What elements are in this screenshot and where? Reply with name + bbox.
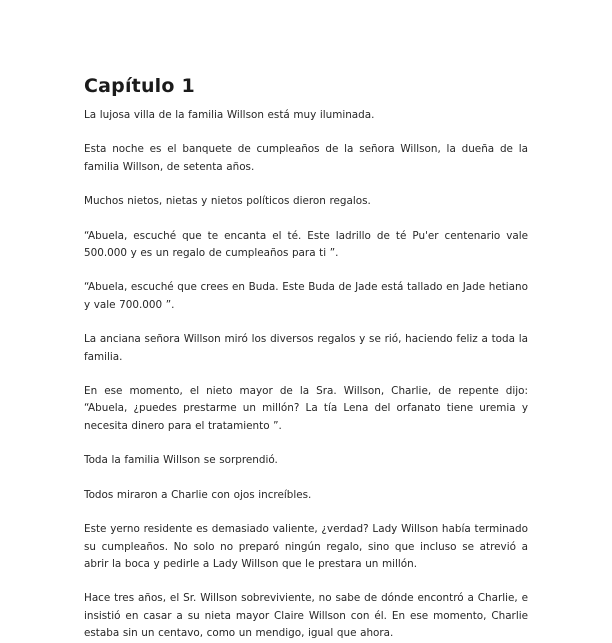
paragraph: En ese momento, el nieto mayor de la Sra. Willson, Charlie, de repente dijo: “Abuela, ¿puedes prestarme un millón? La tía Lena del orfanato tiene uremia y necesita dinero para el tratamiento ”. bbox=[84, 385, 528, 432]
paragraph: Todos miraron a Charlie con ojos increíbles. bbox=[84, 488, 312, 501]
paragraph: Este yerno residente es demasiado valiente, ¿verdad? Lady Willson había terminado su cumpleaños. No solo no preparó ningún regalo, sino que incluso se atrevió a abrir la boca y pedirle a Lady Willson que le prestara un millón. bbox=[84, 523, 528, 570]
paragraph: Toda la familia Willson se sorprendió. bbox=[84, 454, 278, 467]
paragraph: Hace tres años, el Sr. Willson sobreviviente, no sabe de dónde encontró a Charlie, e insistió en casar a su nieta mayor Claire Willson con él. En ese momento, Charlie estaba sin un centavo, como un mendigo, igual que ahora. bbox=[84, 592, 528, 640]
document-body bbox=[84, 107, 528, 643]
chapter-title: Capítulo 1 bbox=[84, 75, 195, 97]
paragraph: La anciana señora Willson miró los diversos regalos y se rió, haciendo feliz a toda la familia. bbox=[84, 333, 528, 363]
paragraph: “Abuela, escuché que crees en Buda. Este Buda de Jade está tallado en Jade hetiano y vale 700.000 ”. bbox=[84, 281, 528, 311]
paragraph: La lujosa villa de la familia Willson está muy iluminada. bbox=[84, 109, 375, 121]
paragraph: “Abuela, escuché que te encanta el té. Este ladrillo de té Pu'er centenario vale 500.000 y es un regalo de cumpleaños para ti ”. bbox=[84, 229, 528, 260]
paragraph: Muchos nietos, nietas y nietos políticos dieron regalos. bbox=[84, 195, 371, 208]
paragraph: Esta noche es el banquete de cumpleaños de la señora Willson, la dueña de la familia Willson, de setenta años. bbox=[84, 143, 528, 173]
